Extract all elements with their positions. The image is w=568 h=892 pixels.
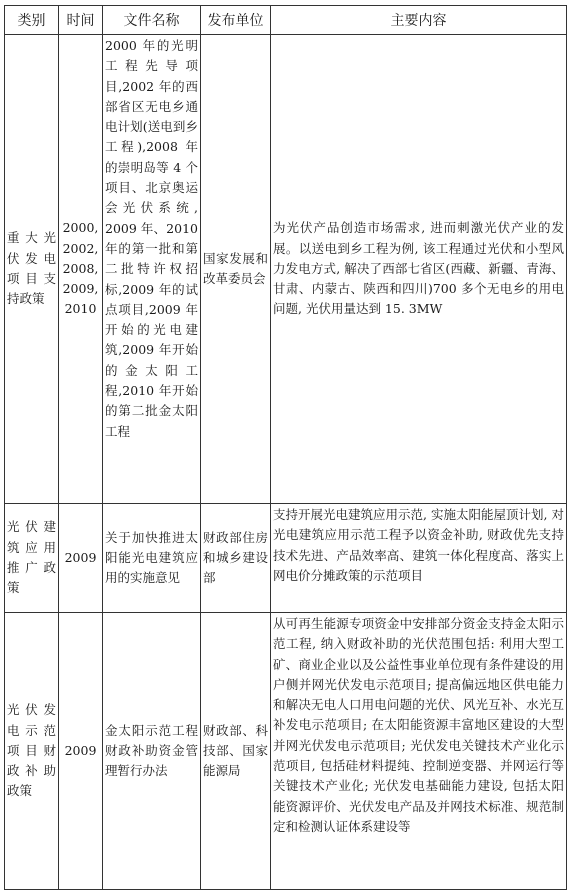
cell-main-content: 支持开展光电建筑应用示范, 实施太阳能屋顶计划, 对光电建筑应用示范工程予以资金补助, 财政优先支持技术先进、产品效率高、建筑一体化程度高、落实上网电价分摊政策的示范项目 (271, 504, 567, 613)
cell-category: 光伏建筑应用推广政策 (5, 504, 59, 613)
header-main-content: 主要内容 (271, 6, 567, 35)
cell-file-name: 关于加快推进太阳能光电建筑应用的实施意见 (103, 504, 201, 613)
header-row (5, 6, 567, 35)
cell-category: 重大光伏发电项目支持政策 (5, 35, 59, 504)
header-file-name: 文件名称 (103, 6, 201, 35)
cell-category: 光伏发电示范项目财政补助政策 (5, 613, 59, 890)
table-row (5, 35, 567, 504)
cell-main-content: 为光伏产品创造市场需求, 进而刺激光伏产业的发展。以送电到乡工程为例, 该工程通过光伏和小型风力发电方式, 解决了西部七省区(西藏、新疆、青海、甘肃、内蒙古、陕西和四川)700 多个无电乡的用电问题, 光伏用量达到 15. 3MW (271, 35, 567, 504)
cell-publisher: 国家发展和改革委员会 (201, 35, 271, 504)
cell-publisher: 财政部住房和城乡建设部 (201, 504, 271, 613)
cell-time: 2000, 2002, 2008, 2009, 2010 (59, 35, 103, 504)
cell-time: 2009 (59, 504, 103, 613)
table-row (5, 613, 567, 890)
header-publisher: 发布单位 (201, 6, 271, 35)
table-row (5, 504, 567, 613)
header-time: 时间 (59, 6, 103, 35)
policy-table (4, 5, 567, 890)
cell-main-content: 从可再生能源专项资金中安排部分资金支持金太阳示范工程, 纳入财政补助的光伏范围包括: 利用大型工矿、商业企业以及公益性事业单位现有条件建设的用户侧并网光伏发电示范项目; 提高偏远地区供电能力和解决无电人口用电问题的光伏、风光互补、水光互补发电示范项目; 在太阳能资源丰富地区建设的大型并网光伏发电示范项目; 光伏发电关键技术产业化示范项目, 包括硅材料提纯、控制逆变器、并网运行等关键技术产业化; 光伏发电基础能力建设, 包括太阳能资源评价、光伏发电产品及并网技术标准、规范制定和检测认证体系建设等 (271, 613, 567, 890)
cell-file-name: 金太阳示范工程财政补助资金管理暂行办法 (103, 613, 201, 890)
cell-file-name: 2000 年的光明工程先导项目,2002 年的西部省区无电乡通电计划(送电到乡工程),2008 年的崇明岛等 4 个项目、北京奥运会光伏系统, 2009 年、2010 年的第一批和第二批特许权招标,2009 年的试点项目,2009 年开始的光电建筑,2009 年开始的金太阳工程,2010 年开始的第二批金太阳工程 (103, 35, 201, 504)
header-category: 类别 (5, 6, 59, 35)
cell-time: 2009 (59, 613, 103, 890)
cell-publisher: 财政部、科技部、国家能源局 (201, 613, 271, 890)
